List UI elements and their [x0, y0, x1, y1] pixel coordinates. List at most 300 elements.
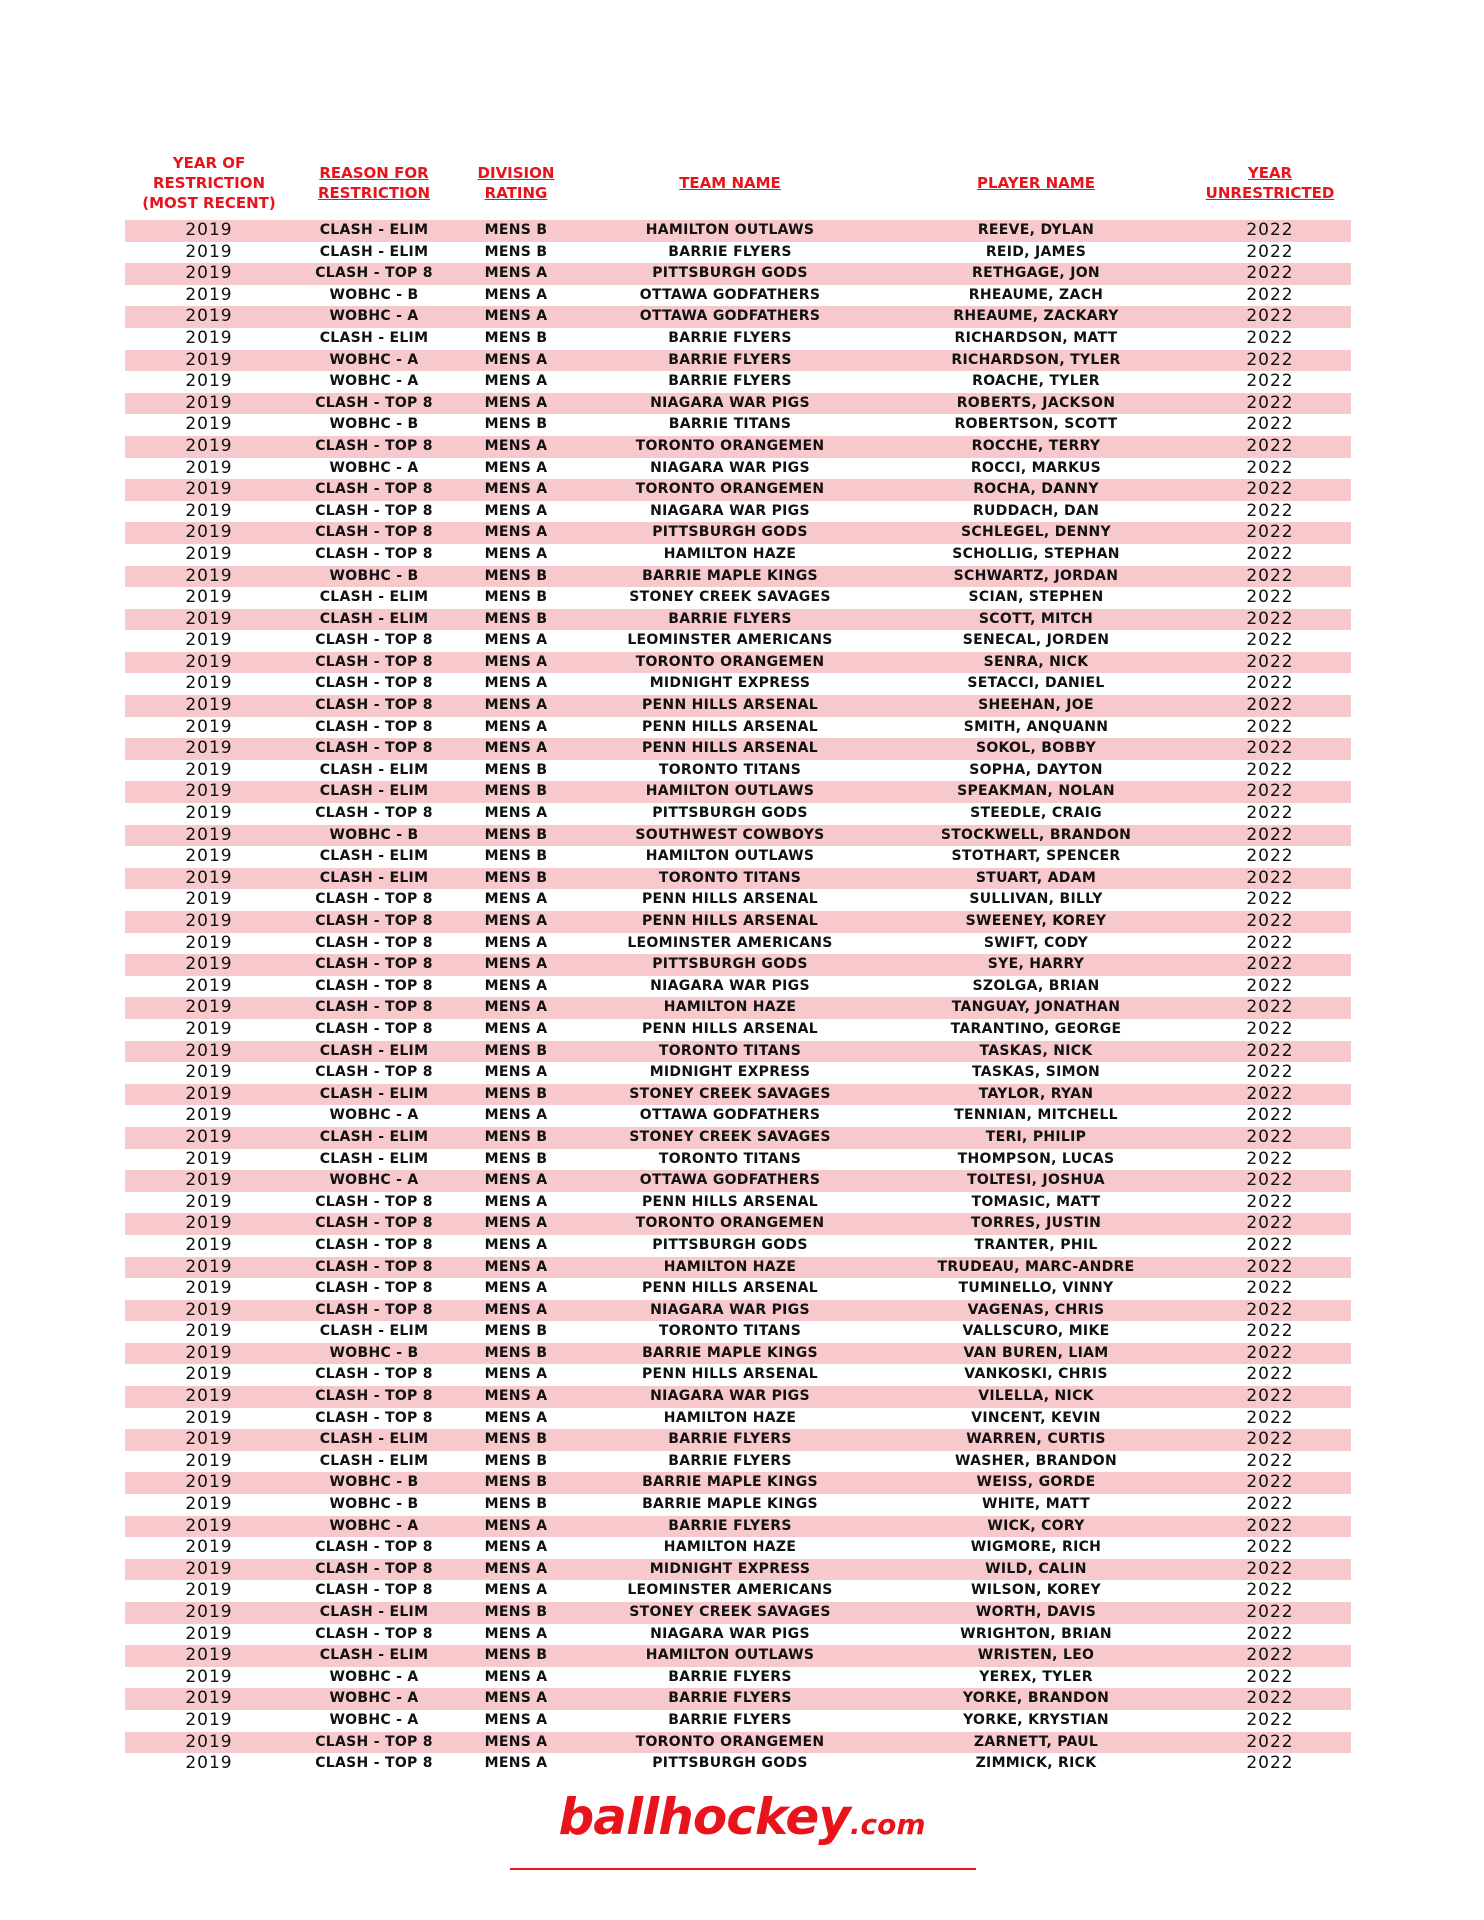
division-cell: MENS B — [484, 869, 548, 886]
year-restriction-cell: 2019 — [185, 608, 233, 629]
year-unrestricted-cell: 2022 — [1246, 371, 1294, 392]
table-row — [125, 1559, 1351, 1581]
year-restriction-cell: 2019 — [185, 1386, 233, 1407]
reason-cell: WOBHC - B — [329, 1496, 419, 1513]
header-division: DIVISION RATING — [477, 164, 555, 202]
year-restriction-cell: 2019 — [185, 1602, 233, 1622]
year-unrestricted-cell: 2022 — [1246, 630, 1294, 651]
year-unrestricted-cell: 2022 — [1246, 781, 1294, 802]
player-cell: RUDDACH, DAN — [972, 502, 1100, 519]
reason-cell: CLASH - TOP 8 — [315, 891, 433, 908]
reason-cell: WOBHC - B — [329, 826, 419, 843]
team-cell: BARRIE FLYERS — [668, 1690, 792, 1707]
reason-cell: CLASH - TOP 8 — [315, 1755, 433, 1772]
year-unrestricted-cell: 2022 — [1246, 1040, 1294, 1061]
team-cell: PENN HILLS ARSENAL — [642, 1020, 818, 1037]
year-restriction-cell: 2019 — [185, 1256, 233, 1277]
year-unrestricted-cell: 2022 — [1246, 1234, 1294, 1255]
table-row — [125, 976, 1351, 998]
header-year-restriction: YEAR OF RESTRICTION (MOST RECENT) — [142, 154, 276, 212]
player-cell: ROBERTSON, SCOTT — [954, 416, 1118, 433]
year-unrestricted-cell: 2022 — [1246, 608, 1294, 629]
year-restriction-cell: 2019 — [185, 889, 233, 910]
team-cell: HAMILTON OUTLAWS — [645, 783, 815, 800]
year-restriction-cell: 2019 — [185, 392, 233, 413]
year-restriction-cell: 2019 — [185, 911, 233, 931]
table-row — [125, 868, 1351, 890]
year-restriction-cell: 2019 — [185, 1537, 233, 1558]
team-cell: TORONTO TITANS — [658, 1323, 802, 1340]
table-row — [125, 1667, 1351, 1689]
division-cell: MENS A — [484, 675, 548, 692]
year-unrestricted-cell: 2022 — [1246, 716, 1294, 737]
table-row — [125, 609, 1351, 631]
year-unrestricted-cell: 2022 — [1246, 543, 1294, 564]
division-cell: MENS A — [484, 481, 548, 498]
reason-cell: WOBHC - A — [329, 351, 419, 368]
reason-cell: CLASH - TOP 8 — [315, 1064, 433, 1081]
player-cell: WRIGHTON, BRIAN — [960, 1625, 1112, 1642]
year-unrestricted-cell: 2022 — [1246, 457, 1294, 478]
year-restriction-cell: 2019 — [185, 220, 233, 240]
table-row — [125, 1084, 1351, 1106]
header-team: TEAM NAME — [679, 174, 781, 192]
table-row — [125, 1516, 1351, 1538]
year-unrestricted-cell: 2022 — [1246, 1472, 1294, 1493]
player-cell: SCHLEGEL, DENNY — [961, 524, 1111, 541]
reason-cell: WOBHC - B — [329, 1474, 419, 1491]
player-cell: TUMINELLO, VINNY — [958, 1280, 1114, 1297]
year-restriction-cell: 2019 — [185, 932, 233, 953]
player-cell: YORKE, KRYSTIAN — [963, 1711, 1109, 1728]
reason-cell: WOBHC - B — [329, 567, 419, 584]
team-cell: STONEY CREEK SAVAGES — [629, 1128, 831, 1145]
player-cell: ZIMMICK, RICK — [975, 1755, 1097, 1772]
division-cell: MENS A — [484, 1236, 548, 1253]
ballhockey-logo — [0, 1788, 1484, 1846]
year-restriction-cell: 2019 — [185, 651, 233, 672]
player-cell: WICK, CORY — [987, 1517, 1085, 1534]
reason-cell: CLASH - TOP 8 — [315, 1582, 433, 1599]
reason-cell: CLASH - ELIM — [319, 783, 429, 800]
table-row — [125, 997, 1351, 1019]
logo-domain-text: .com — [849, 1808, 926, 1841]
year-restriction-cell: 2019 — [185, 824, 233, 845]
year-unrestricted-cell: 2022 — [1246, 414, 1294, 435]
division-cell: MENS B — [484, 1474, 548, 1491]
table-row — [125, 760, 1351, 782]
team-cell: HAMILTON HAZE — [663, 999, 797, 1016]
division-cell: MENS A — [484, 437, 548, 454]
player-cell: VAN BUREN, LIAM — [963, 1344, 1109, 1361]
reason-cell: CLASH - ELIM — [319, 610, 429, 627]
year-unrestricted-cell: 2022 — [1246, 1256, 1294, 1277]
division-cell: MENS A — [484, 524, 548, 541]
team-cell: PENN HILLS ARSENAL — [642, 718, 818, 735]
year-unrestricted-cell: 2022 — [1246, 1299, 1294, 1320]
player-cell: SENECAL, JORDEN — [962, 632, 1110, 649]
player-cell: TAYLOR, RYAN — [978, 1085, 1094, 1102]
reason-cell: CLASH - TOP 8 — [315, 545, 433, 562]
year-unrestricted-cell: 2022 — [1246, 1602, 1294, 1622]
reason-cell: CLASH - TOP 8 — [315, 1258, 433, 1275]
division-cell: MENS A — [484, 1215, 548, 1232]
year-restriction-cell: 2019 — [185, 846, 233, 867]
division-cell: MENS B — [484, 567, 548, 584]
table-row — [125, 1429, 1351, 1451]
division-cell: MENS B — [484, 1150, 548, 1167]
year-restriction-cell: 2019 — [185, 1018, 233, 1039]
player-cell: SCHOLLIG, STEPHAN — [952, 545, 1120, 562]
reason-cell: CLASH - TOP 8 — [315, 697, 433, 714]
player-cell: YEREX, TYLER — [979, 1668, 1093, 1685]
division-cell: MENS A — [484, 1172, 548, 1189]
team-cell: PITTSBURGH GODS — [652, 1755, 808, 1772]
year-restriction-cell: 2019 — [185, 1472, 233, 1493]
year-restriction-cell: 2019 — [185, 1342, 233, 1363]
year-restriction-cell: 2019 — [185, 1148, 233, 1169]
player-cell: ROCCHE, TERRY — [971, 437, 1101, 454]
year-restriction-cell: 2019 — [185, 1429, 233, 1450]
player-cell: SOKOL, BOBBY — [975, 740, 1097, 757]
year-restriction-cell: 2019 — [185, 997, 233, 1018]
team-cell: NIAGARA WAR PIGS — [650, 1301, 810, 1318]
year-restriction-cell: 2019 — [185, 1234, 233, 1255]
reason-cell: CLASH - TOP 8 — [315, 1366, 433, 1383]
footer-divider — [510, 1868, 976, 1870]
division-cell: MENS A — [484, 1388, 548, 1405]
header-player: PLAYER NAME — [977, 174, 1095, 192]
year-unrestricted-cell: 2022 — [1246, 327, 1294, 348]
player-cell: ROBERTS, JACKSON — [956, 394, 1116, 411]
year-unrestricted-cell: 2022 — [1246, 241, 1294, 262]
table-row — [125, 285, 1351, 307]
player-cell: STEEDLE, CRAIG — [970, 805, 1102, 822]
table-row — [125, 911, 1351, 933]
year-unrestricted-cell: 2022 — [1246, 867, 1294, 888]
team-cell: NIAGARA WAR PIGS — [650, 394, 810, 411]
reason-cell: CLASH - ELIM — [319, 1452, 429, 1469]
team-cell: OTTAWA GODFATHERS — [639, 1172, 821, 1189]
division-cell: MENS A — [484, 308, 548, 325]
year-unrestricted-cell: 2022 — [1246, 1407, 1294, 1428]
table-row — [125, 501, 1351, 523]
player-cell: STOCKWELL, BRANDON — [940, 826, 1132, 843]
division-cell: MENS A — [484, 1064, 548, 1081]
team-cell: BARRIE FLYERS — [668, 1668, 792, 1685]
year-unrestricted-cell: 2022 — [1246, 846, 1294, 867]
table-row — [125, 1278, 1351, 1300]
player-cell: WASHER, BRANDON — [955, 1452, 1117, 1469]
reason-cell: CLASH - TOP 8 — [315, 934, 433, 951]
table-row — [125, 328, 1351, 350]
year-restriction-cell: 2019 — [185, 1753, 233, 1774]
reason-cell: CLASH - TOP 8 — [315, 913, 433, 929]
player-cell: SWIFT, CODY — [983, 934, 1089, 951]
year-restriction-cell: 2019 — [185, 975, 233, 996]
table-row — [125, 1127, 1351, 1149]
reason-cell: CLASH - ELIM — [319, 1647, 429, 1664]
table-row — [125, 242, 1351, 264]
team-cell: PENN HILLS ARSENAL — [642, 740, 818, 757]
year-restriction-cell: 2019 — [185, 1623, 233, 1644]
year-restriction-cell: 2019 — [185, 1515, 233, 1536]
restriction-table — [125, 146, 1351, 1775]
division-cell: MENS A — [484, 632, 548, 649]
table-row — [125, 1213, 1351, 1235]
team-cell: OTTAWA GODFATHERS — [639, 1107, 821, 1124]
table-row — [125, 1300, 1351, 1322]
player-cell: VALLSCURO, MIKE — [962, 1323, 1110, 1340]
table-row — [125, 1688, 1351, 1710]
player-cell: WORTH, DAVIS — [975, 1604, 1097, 1620]
team-cell: PENN HILLS ARSENAL — [642, 1366, 818, 1383]
year-restriction-cell: 2019 — [185, 1407, 233, 1428]
year-restriction-cell: 2019 — [185, 1580, 233, 1601]
player-cell: SULLIVAN, BILLY — [969, 891, 1103, 908]
division-cell: MENS A — [484, 265, 548, 282]
reason-cell: WOBHC - A — [329, 1107, 419, 1124]
division-cell: MENS B — [484, 1452, 548, 1469]
year-unrestricted-cell: 2022 — [1246, 1170, 1294, 1191]
year-restriction-cell: 2019 — [185, 1278, 233, 1299]
table-row — [125, 1624, 1351, 1646]
player-cell: WILSON, KOREY — [971, 1582, 1101, 1599]
division-cell: MENS A — [484, 1668, 548, 1685]
reason-cell: CLASH - TOP 8 — [315, 265, 433, 282]
table-row — [125, 263, 1351, 285]
division-cell: MENS B — [484, 1128, 548, 1145]
reason-cell: CLASH - TOP 8 — [315, 1560, 433, 1577]
year-restriction-cell: 2019 — [185, 565, 233, 586]
division-cell: MENS A — [484, 1539, 548, 1556]
team-cell: HAMILTON OUTLAWS — [645, 222, 815, 238]
year-unrestricted-cell: 2022 — [1246, 349, 1294, 370]
table-row — [125, 522, 1351, 544]
reason-cell: CLASH - TOP 8 — [315, 1388, 433, 1405]
player-cell: SCIAN, STEPHEN — [968, 589, 1104, 606]
reason-cell: CLASH - TOP 8 — [315, 740, 433, 757]
year-restriction-cell: 2019 — [185, 1709, 233, 1730]
table-row — [125, 889, 1351, 911]
year-restriction-cell: 2019 — [185, 522, 233, 543]
year-unrestricted-cell: 2022 — [1246, 1083, 1294, 1104]
year-unrestricted-cell: 2022 — [1246, 1364, 1294, 1385]
reason-cell: WOBHC - B — [329, 416, 419, 433]
table-row — [125, 350, 1351, 372]
division-cell: MENS A — [484, 1755, 548, 1772]
division-cell: MENS B — [484, 1085, 548, 1102]
logo-main-text: ballhockey — [558, 1788, 850, 1846]
player-cell: SETACCI, DANIEL — [967, 675, 1105, 692]
year-restriction-cell: 2019 — [185, 1731, 233, 1752]
reason-cell: CLASH - ELIM — [319, 848, 429, 865]
team-cell: LEOMINSTER AMERICANS — [627, 934, 833, 951]
team-cell: STONEY CREEK SAVAGES — [629, 589, 831, 606]
team-cell: STONEY CREEK SAVAGES — [629, 1604, 831, 1620]
reason-cell: CLASH - TOP 8 — [315, 718, 433, 735]
player-cell: ROCCI, MARKUS — [970, 459, 1102, 476]
team-cell: NIAGARA WAR PIGS — [650, 1388, 810, 1405]
team-cell: BARRIE FLYERS — [668, 1431, 792, 1448]
year-unrestricted-cell: 2022 — [1246, 1580, 1294, 1601]
division-cell: MENS B — [484, 416, 548, 433]
year-restriction-cell: 2019 — [185, 241, 233, 262]
division-cell: MENS B — [484, 1431, 548, 1448]
year-restriction-cell: 2019 — [185, 327, 233, 348]
reason-cell: CLASH - TOP 8 — [315, 1301, 433, 1318]
table-row — [125, 479, 1351, 501]
reason-cell: CLASH - ELIM — [319, 869, 429, 886]
reason-cell: CLASH - TOP 8 — [315, 1020, 433, 1037]
division-cell: MENS A — [484, 913, 548, 929]
player-cell: VAGENAS, CHRIS — [967, 1301, 1105, 1318]
team-cell: TORONTO ORANGEMEN — [635, 481, 825, 498]
table-row — [125, 1645, 1351, 1667]
table-row — [125, 1580, 1351, 1602]
team-cell: MIDNIGHT EXPRESS — [649, 1560, 811, 1577]
player-cell: VILELLA, NICK — [978, 1388, 1094, 1405]
player-cell: REEVE, DYLAN — [977, 222, 1095, 238]
header-year-unrestricted: YEAR UNRESTRICTED — [1205, 164, 1335, 202]
division-cell: MENS A — [484, 1280, 548, 1297]
division-cell: MENS A — [484, 956, 548, 973]
table-row — [125, 738, 1351, 760]
team-cell: PITTSBURGH GODS — [652, 524, 808, 541]
table-row — [125, 1710, 1351, 1732]
year-unrestricted-cell: 2022 — [1246, 1321, 1294, 1342]
team-cell: NIAGARA WAR PIGS — [650, 459, 810, 476]
team-cell: PENN HILLS ARSENAL — [642, 1280, 818, 1297]
player-cell: SOPHA, DAYTON — [969, 761, 1103, 778]
player-cell: RETHGAGE, JON — [972, 265, 1100, 282]
team-cell: TORONTO ORANGEMEN — [635, 1733, 825, 1750]
reason-cell: CLASH - ELIM — [319, 1150, 429, 1167]
reason-cell: CLASH - ELIM — [319, 1042, 429, 1059]
team-cell: BARRIE MAPLE KINGS — [642, 1474, 818, 1491]
player-cell: YORKE, BRANDON — [962, 1690, 1110, 1707]
reason-cell: CLASH - TOP 8 — [315, 653, 433, 670]
team-cell: BARRIE FLYERS — [668, 351, 792, 368]
table-row — [125, 1753, 1351, 1775]
division-cell: MENS B — [484, 589, 548, 606]
division-cell: MENS A — [484, 740, 548, 757]
division-cell: MENS A — [484, 1560, 548, 1577]
reason-cell: CLASH - ELIM — [319, 329, 429, 346]
table-row — [125, 1149, 1351, 1171]
table-row — [125, 1170, 1351, 1192]
team-cell: NIAGARA WAR PIGS — [650, 1625, 810, 1642]
table-row — [125, 1041, 1351, 1063]
division-cell: MENS A — [484, 373, 548, 390]
table-row — [125, 781, 1351, 803]
player-cell: STOTHART, SPENCER — [951, 848, 1121, 865]
year-restriction-cell: 2019 — [185, 263, 233, 284]
year-unrestricted-cell: 2022 — [1246, 997, 1294, 1018]
reason-cell: CLASH - TOP 8 — [315, 999, 433, 1016]
header-reason: REASON FOR RESTRICTION — [317, 164, 431, 202]
year-unrestricted-cell: 2022 — [1246, 1688, 1294, 1709]
table-row — [125, 933, 1351, 955]
year-restriction-cell: 2019 — [185, 1321, 233, 1342]
player-cell: RHEAUME, ZACKARY — [953, 308, 1119, 325]
year-unrestricted-cell: 2022 — [1246, 954, 1294, 975]
year-unrestricted-cell: 2022 — [1246, 392, 1294, 413]
year-restriction-cell: 2019 — [185, 1213, 233, 1234]
table-row — [125, 1602, 1351, 1624]
player-cell: ROCHA, DANNY — [973, 481, 1099, 498]
team-cell: PITTSBURGH GODS — [652, 265, 808, 282]
year-unrestricted-cell: 2022 — [1246, 1558, 1294, 1579]
division-cell: MENS A — [484, 1020, 548, 1037]
division-cell: MENS B — [484, 222, 548, 238]
table-row — [125, 1537, 1351, 1559]
table-header — [125, 146, 1351, 220]
division-cell: MENS B — [484, 1344, 548, 1361]
player-cell: WIGMORE, RICH — [970, 1539, 1102, 1556]
reason-cell: CLASH - TOP 8 — [315, 1280, 433, 1297]
year-unrestricted-cell: 2022 — [1246, 695, 1294, 716]
player-cell: RHEAUME, ZACH — [968, 286, 1104, 303]
year-restriction-cell: 2019 — [185, 371, 233, 392]
division-cell: MENS B — [484, 783, 548, 800]
table-row — [125, 1451, 1351, 1473]
player-cell: REID, JAMES — [985, 243, 1087, 260]
year-restriction-cell: 2019 — [185, 1299, 233, 1320]
team-cell: BARRIE FLYERS — [668, 373, 792, 390]
year-unrestricted-cell: 2022 — [1246, 1515, 1294, 1536]
table-row — [125, 458, 1351, 480]
division-cell: MENS B — [484, 329, 548, 346]
team-cell: PENN HILLS ARSENAL — [642, 697, 818, 714]
year-restriction-cell: 2019 — [185, 1062, 233, 1083]
year-unrestricted-cell: 2022 — [1246, 651, 1294, 672]
team-cell: STONEY CREEK SAVAGES — [629, 1085, 831, 1102]
division-cell: MENS A — [484, 977, 548, 994]
year-unrestricted-cell: 2022 — [1246, 1278, 1294, 1299]
table-row — [125, 371, 1351, 393]
table-row — [125, 1386, 1351, 1408]
year-unrestricted-cell: 2022 — [1246, 738, 1294, 759]
player-cell: TRUDEAU, MARC-ANDRE — [937, 1258, 1135, 1275]
table-row — [125, 1019, 1351, 1041]
division-cell: MENS A — [484, 653, 548, 670]
year-unrestricted-cell: 2022 — [1246, 1126, 1294, 1147]
reason-cell: CLASH - TOP 8 — [315, 1733, 433, 1750]
team-cell: BARRIE MAPLE KINGS — [642, 1496, 818, 1513]
table-body — [125, 220, 1351, 1775]
player-cell: ROACHE, TYLER — [972, 373, 1100, 390]
player-cell: TASKAS, NICK — [979, 1042, 1093, 1059]
year-unrestricted-cell: 2022 — [1246, 435, 1294, 456]
reason-cell: CLASH - TOP 8 — [315, 675, 433, 692]
table-row — [125, 436, 1351, 458]
division-cell: MENS A — [484, 805, 548, 822]
table-row — [125, 1257, 1351, 1279]
reason-cell: CLASH - TOP 8 — [315, 977, 433, 994]
year-restriction-cell: 2019 — [185, 1105, 233, 1126]
table-row — [125, 630, 1351, 652]
reason-cell: CLASH - ELIM — [319, 243, 429, 260]
year-restriction-cell: 2019 — [185, 1040, 233, 1061]
team-cell: TORONTO ORANGEMEN — [635, 1215, 825, 1232]
year-unrestricted-cell: 2022 — [1246, 1148, 1294, 1169]
player-cell: TANGUAY, JONATHAN — [951, 999, 1121, 1016]
division-cell: MENS B — [484, 243, 548, 260]
year-restriction-cell: 2019 — [185, 867, 233, 888]
year-restriction-cell: 2019 — [185, 1645, 233, 1666]
reason-cell: WOBHC - A — [329, 308, 419, 325]
